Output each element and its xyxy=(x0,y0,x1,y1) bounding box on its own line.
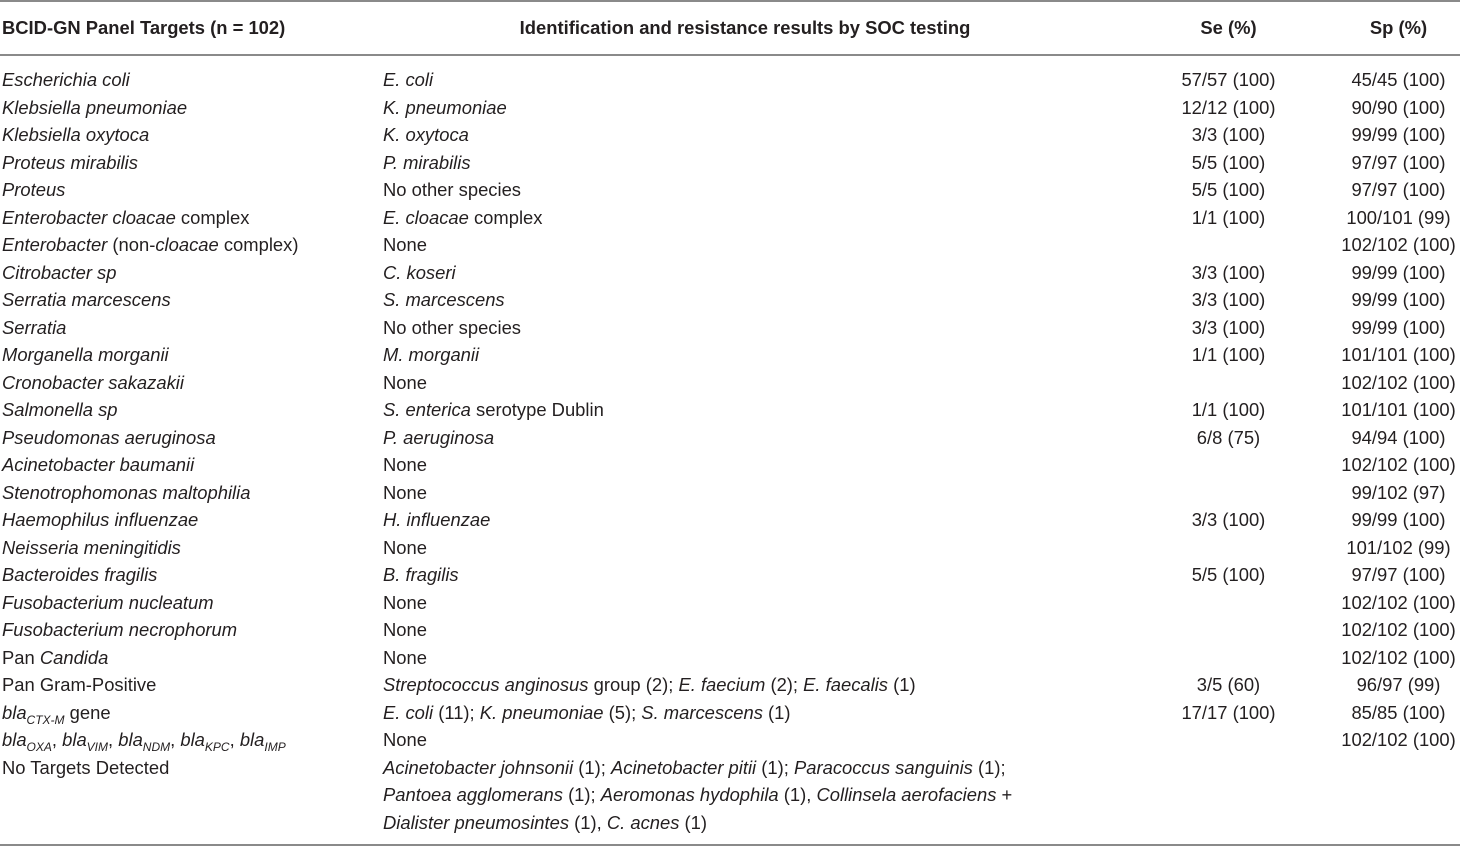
soc-result-cell: P. aeruginosa xyxy=(383,426,495,448)
specificity-cell: 100/101 (99) xyxy=(1346,206,1451,228)
panel-target-cell: Haemophilus influenzae xyxy=(2,509,199,530)
specificity-cell: 102/102 (100) xyxy=(1341,646,1456,668)
panel-target-cell: Fusobacterium necrophorum xyxy=(2,619,238,640)
panel-target-cell: Pan Candida xyxy=(2,646,109,668)
specificity-cell: 99/99 (100) xyxy=(1351,261,1446,283)
panel-target-cell: Enterobacter (non-cloacae complex) xyxy=(2,234,299,255)
specificity-cell: 102/102 (100) xyxy=(1341,371,1456,393)
panel-target-cell: Proteus mirabilis xyxy=(2,151,138,173)
specificity-cell: 97/97 (100) xyxy=(1351,564,1446,585)
soc-result-cell: None xyxy=(383,536,427,558)
panel-target-cell: Salmonella sp xyxy=(2,399,118,420)
specificity-cell: 99/102 (97) xyxy=(1351,481,1446,503)
soc-result-cell: No other species xyxy=(383,316,522,338)
table-row xyxy=(0,506,1460,534)
panel-target-cell: Fusobacterium nucleatum xyxy=(2,591,214,613)
panel-target-cell: Citrobacter sp xyxy=(2,261,117,283)
soc-result-cell: K. pneumoniae xyxy=(383,96,507,118)
sensitivity-cell: 5/5 (100) xyxy=(1191,179,1266,200)
specificity-cell: 99/99 (100) xyxy=(1351,289,1446,310)
sensitivity-cell: 3/3 (100) xyxy=(1191,316,1266,338)
panel-target-cell: Morganella morganii xyxy=(2,344,169,365)
sensitivity-cell xyxy=(1108,726,1333,754)
header-soc: Identification and resistance results by SOC testing xyxy=(382,1,1108,55)
sensitivity-cell: 3/3 (100) xyxy=(1191,289,1266,310)
sensitivity-cell xyxy=(1108,369,1333,397)
panel-target-cell: Serratia marcescens xyxy=(2,289,171,310)
panel-target-cell: Proteus xyxy=(2,179,66,200)
panel-target-cell: Stenotrophomonas maltophilia xyxy=(2,481,251,503)
specificity-cell: 102/102 (100) xyxy=(1341,619,1456,640)
soc-result-cell: None xyxy=(383,481,427,503)
table-row xyxy=(0,94,1460,122)
panel-target-cell: Klebsiella pneumoniae xyxy=(2,96,188,118)
soc-result-cell: M. morganii xyxy=(383,344,480,365)
table-header xyxy=(0,1,1460,55)
table-row xyxy=(0,259,1460,287)
soc-result-cell: P. mirabilis xyxy=(383,151,471,173)
specificity-cell: 94/94 (100) xyxy=(1351,426,1446,448)
specificity-cell: 45/45 (100) xyxy=(1351,69,1446,90)
sensitivity-cell xyxy=(1108,754,1333,846)
soc-result-cell: None xyxy=(383,729,427,750)
specificity-cell: 102/102 (100) xyxy=(1341,234,1456,255)
header-row xyxy=(0,1,1460,55)
soc-result-cell: E. cloacae complex xyxy=(383,206,543,228)
specificity-cell: 101/101 (100) xyxy=(1341,399,1456,420)
specificity-cell: 102/102 (100) xyxy=(1341,591,1456,613)
panel-target-cell: Cronobacter sakazakii xyxy=(2,371,184,393)
specificity-cell: 90/90 (100) xyxy=(1351,96,1446,118)
table-row xyxy=(0,396,1460,424)
soc-result-cell: K. oxytoca xyxy=(383,124,469,145)
soc-result-cell: Streptococcus anginosus group (2); E. faecium (2); E. faecalis (1) xyxy=(383,674,916,695)
panel-target-cell: No Targets Detected xyxy=(0,754,382,846)
panel-target-cell: Pan Gram-Positive xyxy=(2,674,157,695)
sensitivity-cell: 5/5 (100) xyxy=(1191,564,1266,585)
sensitivity-cell xyxy=(1108,616,1333,644)
table-row xyxy=(0,589,1460,617)
specificity-cell: 99/99 (100) xyxy=(1351,509,1446,530)
table-row xyxy=(0,561,1460,589)
table-row-no-targets xyxy=(0,754,1460,846)
sensitivity-cell: 12/12 (100) xyxy=(1181,96,1276,118)
soc-result-line: Dialister pneumosintes (1), C. acnes (1) xyxy=(383,811,708,833)
sensitivity-cell xyxy=(1108,534,1333,562)
specificity-cell: 99/99 (100) xyxy=(1351,124,1446,145)
table-row xyxy=(0,644,1460,672)
panel-target-cell: Enterobacter cloacae complex xyxy=(2,206,250,228)
panel-target-cell: Klebsiella oxytoca xyxy=(2,124,150,145)
table-row xyxy=(0,671,1460,699)
sensitivity-cell: 3/5 (60) xyxy=(1196,674,1261,695)
soc-result-line: Acinetobacter johnsonii (1); Acinetobacter pitii (1); Paracoccus sanguinis (1); xyxy=(383,756,1006,778)
specificity-cell: 97/97 (100) xyxy=(1351,179,1446,200)
table-row xyxy=(0,149,1460,177)
specificity-cell: 102/102 (100) xyxy=(1341,729,1456,750)
table-row xyxy=(0,616,1460,644)
specificity-cell xyxy=(1333,754,1460,846)
soc-result-cell: None xyxy=(383,646,427,668)
soc-result-cell: None xyxy=(383,454,427,475)
table-row xyxy=(0,314,1460,342)
header-sp: Sp (%) xyxy=(1333,1,1460,55)
soc-result-line: Pantoea agglomerans (1); Aeromonas hydophila (1), Collinsela aerofaciens + xyxy=(383,784,1013,805)
specificity-cell: 101/102 (99) xyxy=(1346,536,1451,558)
sensitivity-cell: 6/8 (75) xyxy=(1196,426,1261,448)
table-row xyxy=(0,726,1460,754)
sensitivity-cell xyxy=(1108,589,1333,617)
table-body xyxy=(0,55,1460,845)
soc-result-cell: E. coli (11); K. pneumoniae (5); S. marcescens (1) xyxy=(383,701,791,723)
table-row xyxy=(0,176,1460,204)
soc-result-cell: None xyxy=(383,591,427,613)
panel-target-cell: bla$_{OXA}$, bla$_{VIM}$, bla$_{NDM}$, bla$_{KPC}$, bla$_{IMP}$ xyxy=(2,729,286,754)
soc-result-cell: None xyxy=(383,619,427,640)
soc-result-cell xyxy=(382,754,1108,846)
table-row xyxy=(0,204,1460,232)
sensitivity-cell xyxy=(1108,451,1333,479)
specificity-cell: 97/97 (100) xyxy=(1351,151,1446,173)
sensitivity-cell: 3/3 (100) xyxy=(1191,124,1266,145)
table-row xyxy=(0,341,1460,369)
soc-result-cell: E. coli xyxy=(383,69,434,90)
table-row xyxy=(0,286,1460,314)
panel-target-cell: bla$_{CTX-M}$ gene xyxy=(2,701,111,727)
panel-target-cell: Bacteroides fragilis xyxy=(2,564,158,585)
sensitivity-cell: 57/57 (100) xyxy=(1181,69,1276,90)
table-row xyxy=(0,231,1460,259)
header-target: BCID-GN Panel Targets (n = 102) xyxy=(0,1,382,55)
soc-result-cell: S. enterica serotype Dublin xyxy=(383,399,604,420)
panel-target-cell: Pseudomonas aeruginosa xyxy=(2,426,216,448)
table-row xyxy=(0,534,1460,562)
header-se: Se (%) xyxy=(1108,1,1333,55)
table-row xyxy=(0,451,1460,479)
specificity-cell: 99/99 (100) xyxy=(1351,316,1446,338)
panel-target-cell: Acinetobacter baumanii xyxy=(2,454,195,475)
sensitivity-cell xyxy=(1108,644,1333,672)
soc-result-cell: H. influenzae xyxy=(383,509,491,530)
sensitivity-cell xyxy=(1108,479,1333,507)
table-row xyxy=(0,424,1460,452)
table-row xyxy=(0,479,1460,507)
table-row xyxy=(0,369,1460,397)
sensitivity-cell: 1/1 (100) xyxy=(1191,206,1266,228)
soc-result-cell: None xyxy=(383,234,427,255)
table-row xyxy=(0,55,1460,94)
soc-result-cell: S. marcescens xyxy=(383,289,505,310)
table-row xyxy=(0,699,1460,727)
soc-result-cell: C. koseri xyxy=(383,261,456,283)
panel-target-cell: Serratia xyxy=(2,316,67,338)
soc-result-cell: None xyxy=(383,371,427,393)
sensitivity-cell xyxy=(1108,231,1333,259)
panel-target-cell: Neisseria meningitidis xyxy=(2,536,181,558)
specificity-cell: 85/85 (100) xyxy=(1351,701,1446,723)
sensitivity-cell: 1/1 (100) xyxy=(1191,344,1266,365)
panel-target-cell: Escherichia coli xyxy=(2,69,130,90)
specificity-cell: 102/102 (100) xyxy=(1341,454,1456,475)
soc-result-cell: B. fragilis xyxy=(383,564,459,585)
sensitivity-cell: 3/3 (100) xyxy=(1191,261,1266,283)
soc-result-cell: No other species xyxy=(383,179,522,200)
sensitivity-cell: 3/3 (100) xyxy=(1191,509,1266,530)
sensitivity-cell: 17/17 (100) xyxy=(1181,701,1276,723)
table-row xyxy=(0,121,1460,149)
specificity-cell: 96/97 (99) xyxy=(1356,674,1441,695)
specificity-cell: 101/101 (100) xyxy=(1341,344,1456,365)
sensitivity-cell: 1/1 (100) xyxy=(1191,399,1266,420)
sensitivity-cell: 5/5 (100) xyxy=(1191,151,1266,173)
